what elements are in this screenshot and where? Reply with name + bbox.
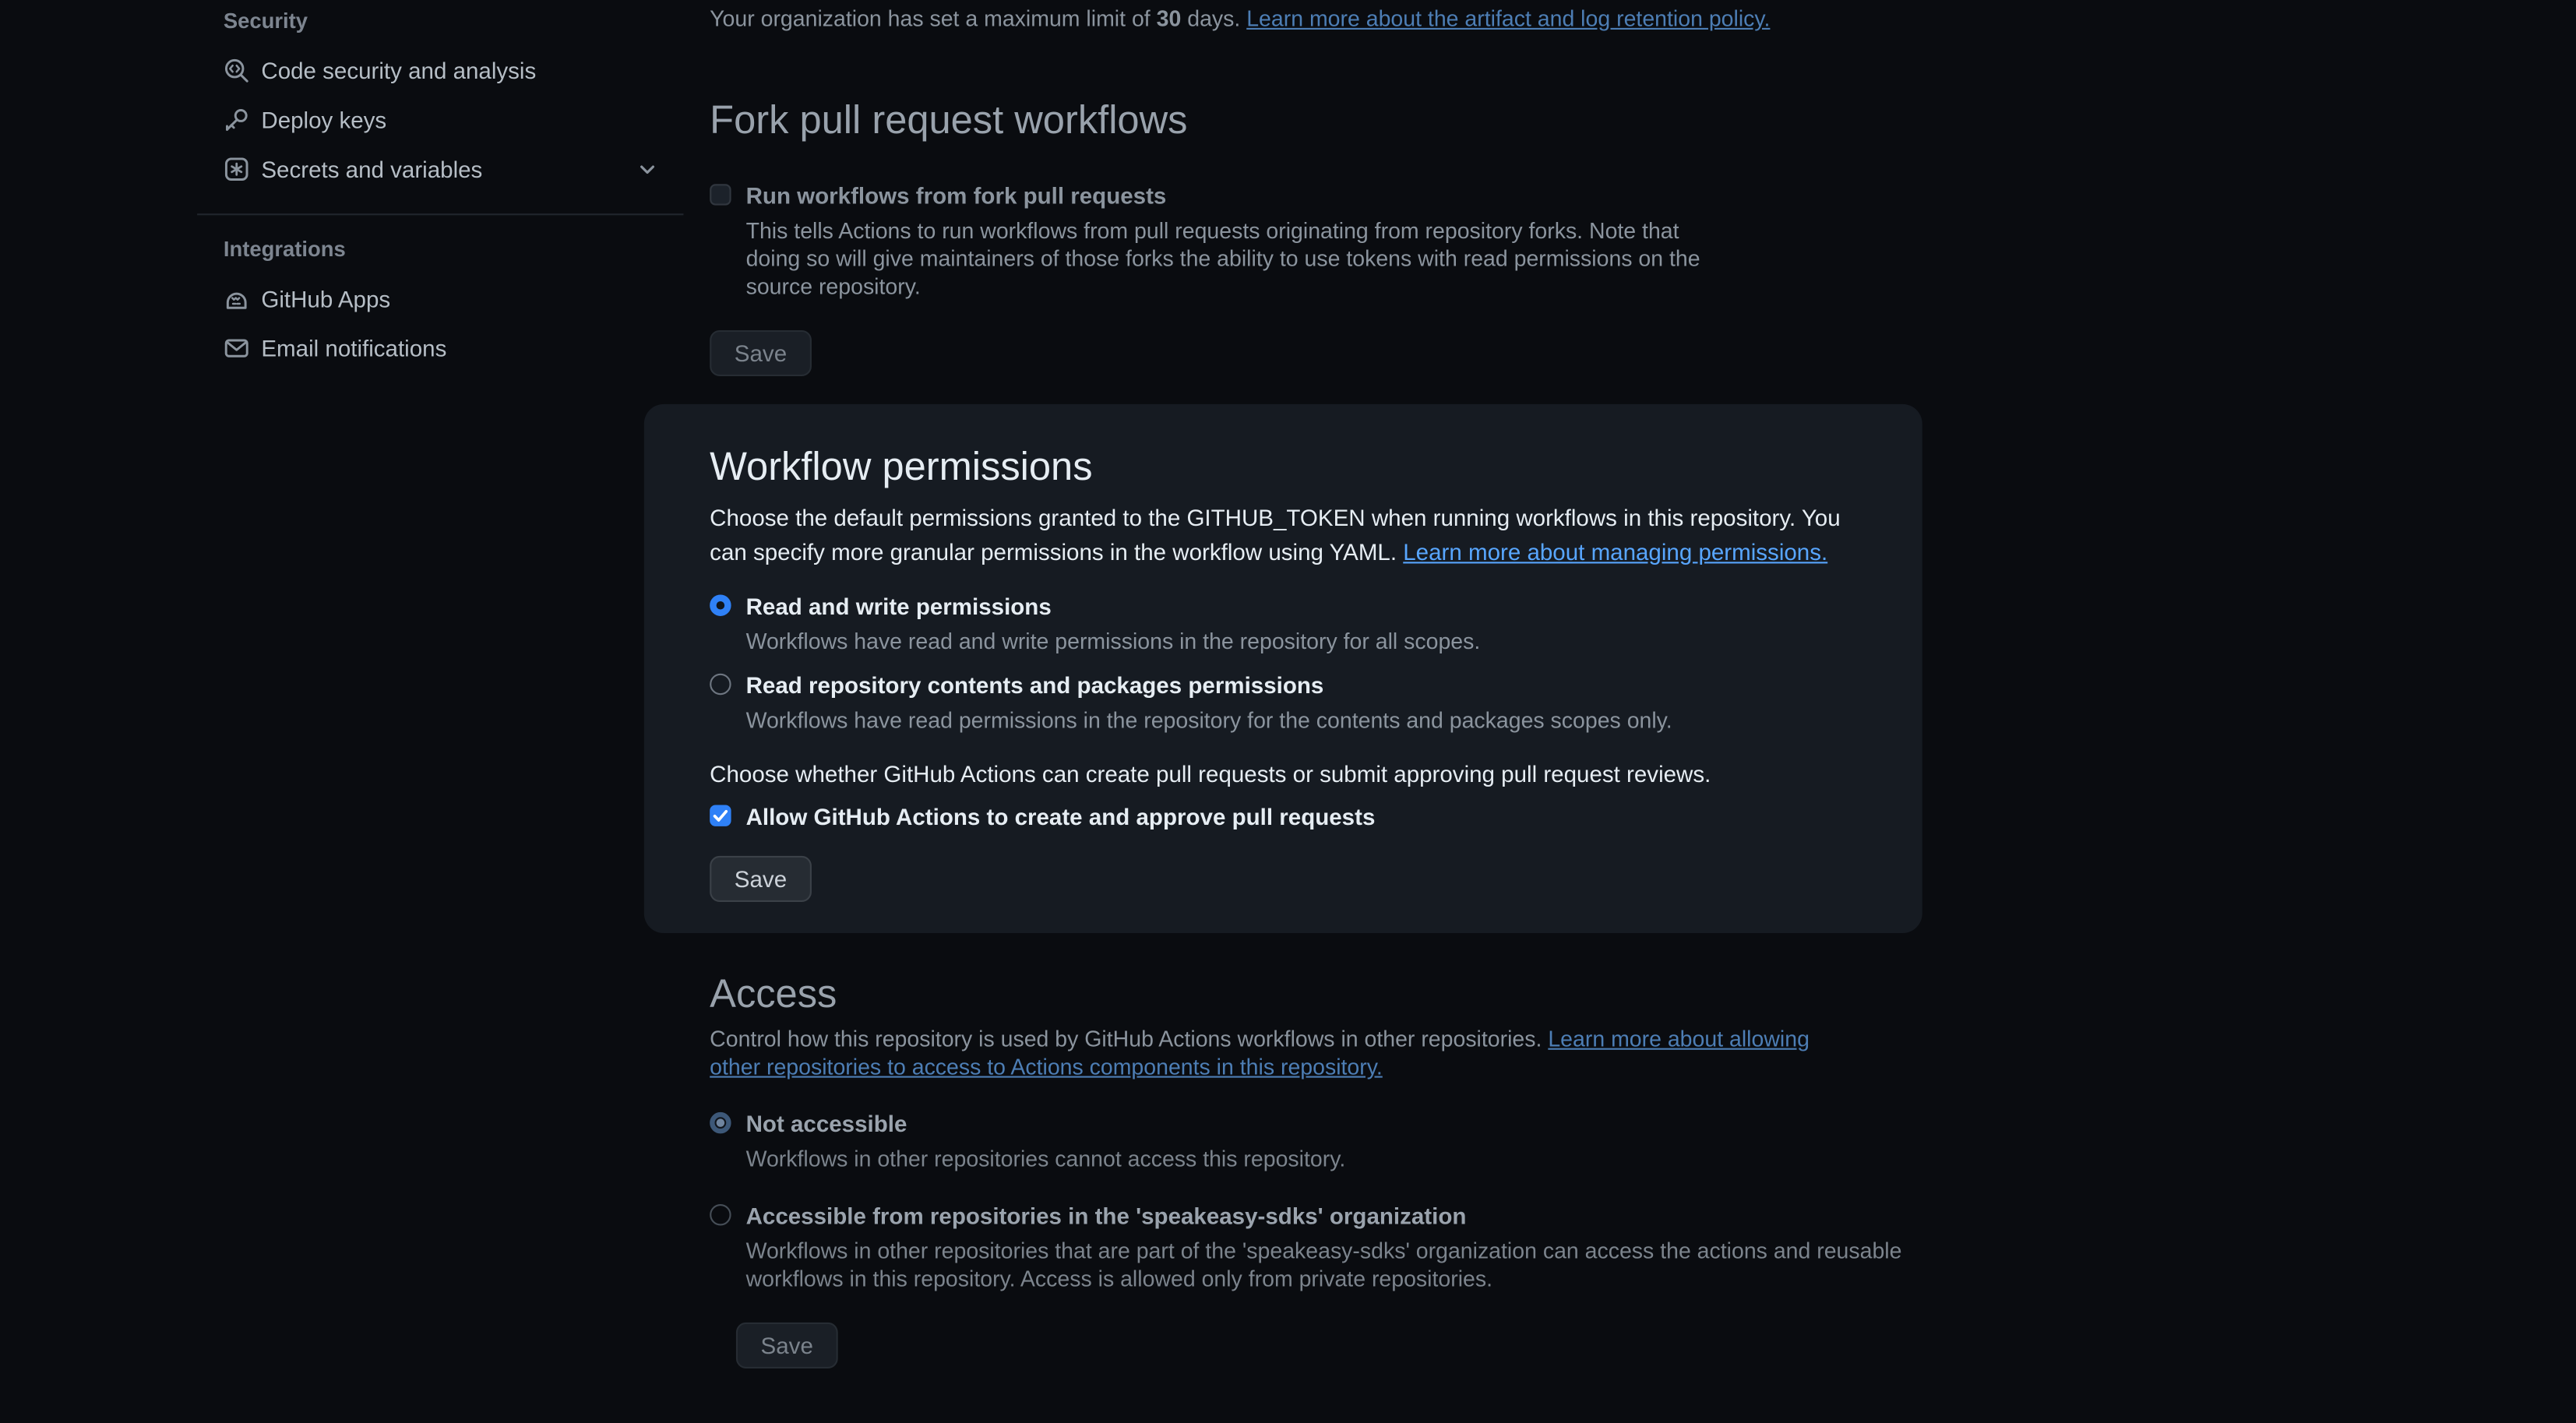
sidebar-item-secrets-variables[interactable] <box>197 145 683 194</box>
sidebar-item-label: GitHub Apps <box>261 286 391 312</box>
not-accessible-label: Not accessible <box>745 1110 907 1137</box>
workflow-permissions-card <box>644 404 1922 933</box>
sidebar-section-security-label: Security <box>223 8 308 33</box>
sidebar-item-deploy-keys[interactable] <box>197 95 683 144</box>
not-accessible-note: Workflows in other repositories cannot access this repository. <box>745 1147 1346 1171</box>
allow-pr-checkbox[interactable] <box>710 805 731 826</box>
asterisk-box-icon <box>224 156 250 182</box>
read-write-label: Read and write permissions <box>745 593 1052 620</box>
not-accessible-radio[interactable] <box>710 1112 731 1133</box>
key-icon <box>224 107 250 133</box>
fork-save-button[interactable]: Save <box>710 330 812 376</box>
fork-workflows-option <box>644 179 1922 301</box>
managing-permissions-link[interactable]: Learn more about managing permissions. <box>1403 537 1828 565</box>
allow-pr-label: Allow GitHub Actions to create and approve pull requests <box>745 803 1376 830</box>
retention-policy-link[interactable]: Learn more about the artifact and log retention policy. <box>1246 6 1771 32</box>
sidebar-item-label: Secrets and variables <box>261 156 483 183</box>
run-fork-workflows-label: Run workflows from fork pull requests <box>745 182 1167 209</box>
not-accessible-option <box>644 1108 1922 1173</box>
codescan-icon <box>224 58 250 84</box>
sidebar-section-integrations-label: Integrations <box>223 236 346 262</box>
org-accessible-label: Accessible from repositories in the 'speakeasy-sdks' organization <box>745 1202 1467 1229</box>
retention-note: Your organization has set a maximum limit of 30 days. Learn more about the artifact and log retention policy. <box>710 6 1771 32</box>
allow-pr-option <box>710 800 1856 834</box>
sidebar-divider <box>197 213 683 215</box>
workflow-permissions-save-button[interactable]: Save <box>710 856 812 902</box>
org-accessible-option <box>644 1199 1922 1293</box>
read-write-note: Workflows have read and write permissions in the repository for all scopes. <box>745 629 1481 654</box>
read-write-option <box>710 590 1856 655</box>
read-only-option <box>710 668 1856 734</box>
sidebar-item-label: Code security and analysis <box>261 57 537 84</box>
access-heading: Access <box>710 972 837 1017</box>
actions-settings-main <box>644 0 1922 1368</box>
sidebar-item-code-security[interactable] <box>197 46 683 95</box>
workflow-permissions-desc: Choose the default permissions granted to the GITHUB_TOKEN when running workflows in this repository. You can specify more granular permissions in the workflow using YAML. Learn more about managing permissions. <box>710 504 1841 565</box>
sidebar-item-label: Deploy keys <box>261 107 387 133</box>
choose-pr-text: Choose whether GitHub Actions can create pull requests or submit approving pull request reviews. <box>710 760 1711 787</box>
retention-days: 30 <box>1156 6 1182 32</box>
sidebar-item-label: Email notifications <box>261 335 447 362</box>
read-only-note: Workflows have read permissions in the repository for the contents and packages scopes only. <box>745 708 1672 733</box>
fork-workflows-heading: Fork pull request workflows <box>710 98 1188 143</box>
run-fork-workflows-note: This tells Actions to run workflows from pull requests originating from repository forks. Note that doing so will give maintainers of those forks the ability to use tokens with read permissions on the source repository. <box>745 218 1700 299</box>
org-accessible-radio[interactable] <box>710 1204 731 1225</box>
run-fork-workflows-checkbox[interactable] <box>710 184 731 205</box>
access-learn-more-link[interactable]: Learn more about allowing other repositories to access to Actions components in this repository. <box>710 1027 1810 1080</box>
settings-sidebar <box>197 0 683 373</box>
sidebar-item-github-apps[interactable] <box>197 274 683 323</box>
mail-icon <box>224 335 250 361</box>
access-save-button[interactable]: Save <box>736 1323 838 1368</box>
retention-text: Your organization has set a maximum limit of <box>710 6 1157 32</box>
org-accessible-note: Workflows in other repositories that are part of the 'speakeasy-sdks' organization can access the actions and reusable workflows in this repository. Access is allowed only from private repositories. <box>745 1238 1902 1291</box>
read-only-radio[interactable] <box>710 674 731 695</box>
read-only-label: Read repository contents and packages permissions <box>745 671 1324 699</box>
hubot-icon <box>224 286 250 312</box>
read-write-radio[interactable] <box>710 595 731 616</box>
workflow-permissions-heading: Workflow permissions <box>710 445 1093 490</box>
sidebar-item-email-notifications[interactable] <box>197 324 683 373</box>
access-desc: Control how this repository is used by GitHub Actions workflows in other repositories. Learn more about allowing other repositories to access to Actions components in this repository. <box>710 1027 1810 1080</box>
